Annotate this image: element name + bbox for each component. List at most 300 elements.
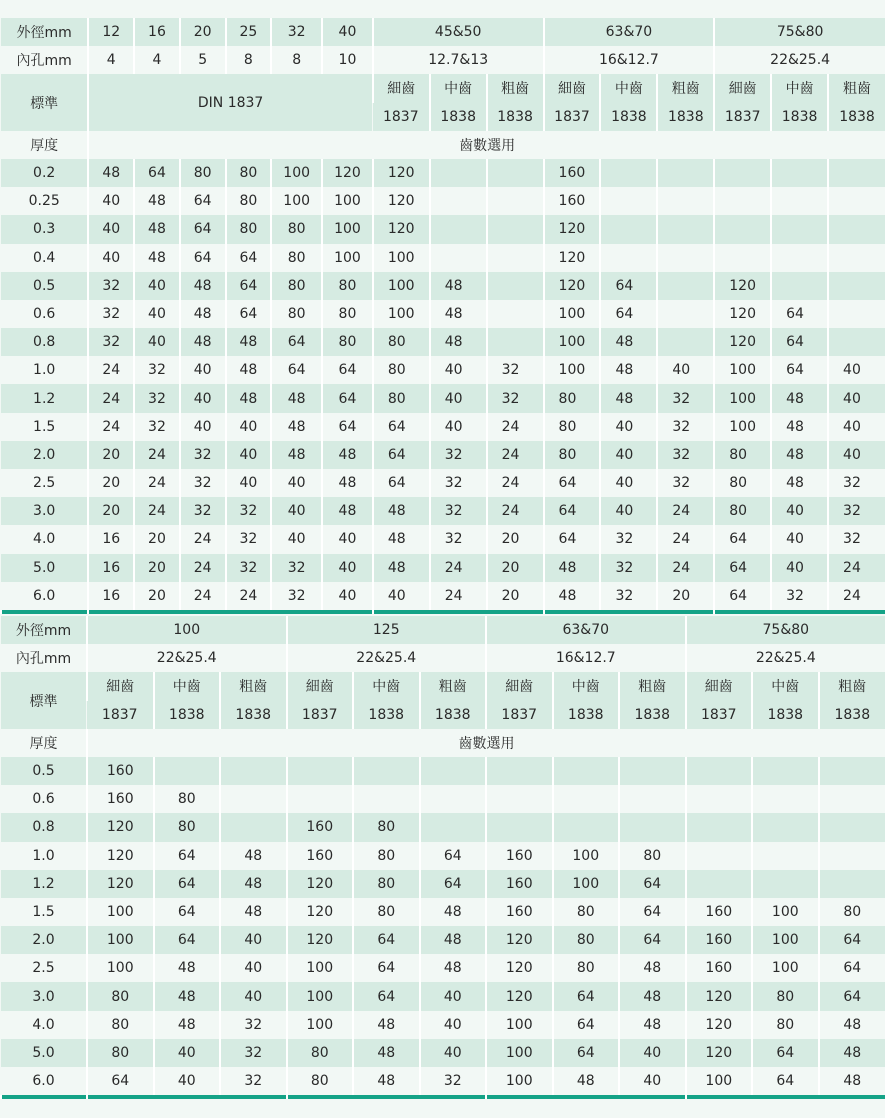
teeth-count: 48 (420, 954, 487, 982)
teeth-count: 64 (271, 328, 322, 356)
thickness-value: 0.5 (1, 757, 87, 785)
teeth-count: 48 (134, 187, 180, 215)
teeth-count: 48 (220, 898, 287, 926)
thickness-value: 0.8 (1, 328, 88, 356)
teeth-count: 20 (657, 582, 714, 610)
teeth-count (619, 757, 686, 785)
teeth-count (819, 842, 885, 870)
teeth-code: 1838 (353, 701, 420, 729)
od-value: 20 (180, 18, 226, 46)
teeth-count: 64 (752, 1067, 819, 1095)
teeth-count: 100 (752, 954, 819, 982)
teeth-count: 64 (226, 272, 272, 300)
teeth-code: 1838 (828, 103, 885, 131)
teeth-count: 100 (714, 356, 771, 384)
teeth-count: 40 (420, 982, 487, 1010)
thickness-value: 0.4 (1, 244, 88, 272)
teeth-count (828, 244, 885, 272)
od-value: 75&80 (714, 18, 885, 46)
band-segment (88, 610, 372, 614)
teeth-type: 細齒 (544, 74, 601, 102)
teeth-code: 1837 (544, 103, 601, 131)
teeth-count: 160 (87, 785, 154, 813)
teeth-count: 48 (154, 1011, 221, 1039)
teeth-count: 100 (322, 244, 373, 272)
teeth-count: 20 (88, 441, 134, 469)
table-row (1, 46, 885, 74)
teeth-count: 120 (87, 842, 154, 870)
teeth-count (828, 187, 885, 215)
teeth-count: 64 (373, 441, 430, 469)
teeth-count: 160 (87, 757, 154, 785)
table-row (1, 870, 885, 898)
thickness-value: 5.0 (1, 1039, 87, 1067)
teeth-count: 80 (154, 813, 221, 841)
od-value: 63&70 (486, 616, 686, 644)
teeth-count: 64 (373, 413, 430, 441)
teeth-count: 32 (88, 300, 134, 328)
teeth-count: 40 (373, 582, 430, 610)
teeth-count: 32 (134, 356, 180, 384)
teeth-count: 32 (600, 554, 657, 582)
teeth-count (714, 187, 771, 215)
thickness-value: 5.0 (1, 554, 88, 582)
teeth-count: 120 (373, 187, 430, 215)
teeth-count: 48 (154, 954, 221, 982)
teeth-count: 64 (322, 384, 373, 412)
table-row (1, 616, 885, 644)
band-segment (1, 1095, 87, 1099)
teeth-count (220, 757, 287, 785)
teeth-count: 32 (220, 1011, 287, 1039)
teeth-count: 48 (154, 982, 221, 1010)
teeth-count: 80 (87, 1039, 154, 1067)
teeth-count (657, 159, 714, 187)
teeth-count: 64 (819, 926, 885, 954)
teeth-count: 32 (600, 582, 657, 610)
teeth-count: 48 (420, 926, 487, 954)
teeth-count: 32 (828, 469, 885, 497)
table-row (1, 18, 885, 46)
teeth-count (430, 187, 487, 215)
teeth-count: 80 (87, 982, 154, 1010)
band-segment (1, 610, 88, 614)
teeth-count: 80 (271, 300, 322, 328)
teeth-count: 48 (271, 413, 322, 441)
teeth-count: 48 (430, 328, 487, 356)
teeth-count (771, 159, 828, 187)
teeth-count: 100 (544, 328, 601, 356)
teeth-count: 64 (619, 898, 686, 926)
teeth-count: 64 (553, 1039, 620, 1067)
teeth-select-label: 齒數選用 (87, 729, 885, 757)
teeth-count: 160 (544, 187, 601, 215)
teeth-code: 1838 (619, 701, 686, 729)
band-segment (287, 1095, 487, 1099)
teeth-count: 120 (486, 982, 553, 1010)
teeth-count: 80 (544, 384, 601, 412)
teeth-count: 32 (430, 441, 487, 469)
teeth-count: 48 (819, 1067, 885, 1095)
teeth-count: 48 (819, 1011, 885, 1039)
teeth-count: 80 (226, 159, 272, 187)
teeth-count: 48 (226, 328, 272, 356)
standard-label: 標準 (1, 672, 87, 728)
teeth-count: 64 (353, 982, 420, 1010)
teeth-count (420, 813, 487, 841)
teeth-count (771, 215, 828, 243)
teeth-count (752, 842, 819, 870)
teeth-code: 1838 (430, 103, 487, 131)
teeth-count: 100 (544, 356, 601, 384)
table-row (1, 582, 885, 610)
teeth-count: 80 (553, 926, 620, 954)
teeth-count: 80 (271, 215, 322, 243)
bore-value: 8 (271, 46, 322, 74)
teeth-count (487, 159, 544, 187)
teeth-count: 32 (180, 497, 226, 525)
teeth-count: 32 (134, 384, 180, 412)
table-row (1, 554, 885, 582)
teeth-count: 32 (271, 582, 322, 610)
teeth-count (553, 757, 620, 785)
teeth-count: 40 (600, 497, 657, 525)
teeth-type: 粗齒 (420, 672, 487, 700)
table-row (1, 982, 885, 1010)
teeth-count: 48 (619, 1011, 686, 1039)
teeth-count: 80 (226, 187, 272, 215)
teeth-count: 20 (88, 497, 134, 525)
table-row (1, 300, 885, 328)
table-row (1, 926, 885, 954)
teeth-count: 48 (226, 356, 272, 384)
teeth-count: 120 (373, 215, 430, 243)
teeth-count (619, 785, 686, 813)
teeth-count: 80 (553, 954, 620, 982)
teeth-count: 24 (430, 582, 487, 610)
od-value: 12 (88, 18, 134, 46)
teeth-count: 48 (619, 954, 686, 982)
teeth-count: 48 (819, 1039, 885, 1067)
teeth-type: 中齒 (752, 672, 819, 700)
teeth-count: 40 (220, 954, 287, 982)
teeth-count (686, 757, 753, 785)
thickness-value: 1.2 (1, 384, 88, 412)
teeth-count: 40 (180, 413, 226, 441)
teeth-count: 64 (87, 1067, 154, 1095)
teeth-count: 48 (430, 300, 487, 328)
thickness-value: 2.5 (1, 954, 87, 982)
teeth-count: 24 (487, 441, 544, 469)
teeth-count: 24 (828, 554, 885, 582)
teeth-count: 24 (657, 497, 714, 525)
teeth-count: 80 (373, 356, 430, 384)
teeth-count: 80 (553, 898, 620, 926)
teeth-type: 粗齒 (828, 74, 885, 102)
teeth-count: 120 (287, 870, 354, 898)
teeth-count: 120 (714, 272, 771, 300)
teeth-count: 48 (353, 1011, 420, 1039)
teeth-count: 100 (752, 926, 819, 954)
table-row (1, 729, 885, 757)
table-row (1, 1039, 885, 1067)
teeth-count: 32 (420, 1067, 487, 1095)
teeth-count: 100 (87, 898, 154, 926)
teeth-count: 120 (544, 272, 601, 300)
teeth-type: 中齒 (430, 74, 487, 102)
standard-din: DIN 1837 (88, 74, 372, 130)
table-row (1, 610, 885, 614)
teeth-count: 80 (271, 244, 322, 272)
thickness-value: 6.0 (1, 1067, 87, 1095)
teeth-count: 80 (353, 898, 420, 926)
od-value: 16 (134, 18, 180, 46)
teeth-count: 40 (771, 497, 828, 525)
teeth-count: 80 (353, 870, 420, 898)
table-row (1, 384, 885, 412)
teeth-count: 32 (487, 384, 544, 412)
teeth-count (287, 757, 354, 785)
teeth-count: 64 (619, 870, 686, 898)
teeth-count: 32 (220, 1067, 287, 1095)
teeth-count: 64 (154, 870, 221, 898)
thickness-value: 1.0 (1, 356, 88, 384)
table-row (1, 131, 885, 159)
teeth-count: 40 (88, 215, 134, 243)
teeth-count: 80 (353, 842, 420, 870)
thickness-value: 0.5 (1, 272, 88, 300)
od-value: 100 (87, 616, 287, 644)
table-row (1, 469, 885, 497)
teeth-count: 32 (88, 272, 134, 300)
teeth-count: 64 (180, 187, 226, 215)
table-row (1, 1067, 885, 1095)
teeth-count: 80 (714, 441, 771, 469)
teeth-count: 48 (373, 525, 430, 553)
table-row (1, 525, 885, 553)
teeth-type: 中齒 (600, 74, 657, 102)
teeth-count: 48 (134, 215, 180, 243)
teeth-count: 80 (322, 300, 373, 328)
teeth-count: 32 (180, 469, 226, 497)
teeth-count: 80 (373, 328, 430, 356)
teeth-count: 40 (226, 441, 272, 469)
teeth-count: 64 (714, 525, 771, 553)
teeth-count: 32 (657, 384, 714, 412)
teeth-count (771, 244, 828, 272)
teeth-count (430, 159, 487, 187)
teeth-count: 24 (180, 554, 226, 582)
table-row (1, 757, 885, 785)
teeth-count: 20 (134, 554, 180, 582)
teeth-count: 120 (486, 926, 553, 954)
teeth-count: 64 (322, 413, 373, 441)
teeth-count: 100 (87, 926, 154, 954)
teeth-count: 40 (180, 384, 226, 412)
teeth-count (553, 785, 620, 813)
teeth-count: 64 (553, 982, 620, 1010)
teeth-count: 32 (134, 413, 180, 441)
teeth-count: 40 (771, 554, 828, 582)
teeth-count: 80 (180, 159, 226, 187)
teeth-count (686, 785, 753, 813)
teeth-count (752, 813, 819, 841)
teeth-count: 120 (686, 1039, 753, 1067)
thickness-value: 0.8 (1, 813, 87, 841)
teeth-count: 32 (657, 413, 714, 441)
teeth-count (353, 757, 420, 785)
od-value: 45&50 (373, 18, 544, 46)
teeth-count (657, 215, 714, 243)
teeth-count: 40 (600, 469, 657, 497)
teeth-count (686, 870, 753, 898)
teeth-count: 64 (819, 982, 885, 1010)
teeth-count: 48 (420, 898, 487, 926)
teeth-count: 80 (752, 982, 819, 1010)
teeth-select-label: 齒數選用 (88, 131, 885, 159)
teeth-count: 48 (544, 582, 601, 610)
band-segment (686, 1095, 885, 1099)
teeth-count: 120 (714, 300, 771, 328)
teeth-count: 40 (657, 356, 714, 384)
teeth-code: 1837 (373, 103, 430, 131)
od-value: 40 (322, 18, 373, 46)
teeth-count (487, 328, 544, 356)
table-row (1, 441, 885, 469)
teeth-count: 48 (600, 384, 657, 412)
thickness-value: 0.3 (1, 215, 88, 243)
thickness-value: 0.2 (1, 159, 88, 187)
teeth-count: 64 (714, 582, 771, 610)
teeth-count: 20 (134, 525, 180, 553)
teeth-count: 32 (487, 356, 544, 384)
teeth-count: 64 (420, 870, 487, 898)
teeth-code: 1838 (553, 701, 620, 729)
bore-value: 4 (88, 46, 134, 74)
table-row (1, 356, 885, 384)
teeth-count: 64 (619, 926, 686, 954)
teeth-count: 100 (544, 300, 601, 328)
teeth-count: 24 (88, 356, 134, 384)
teeth-count: 100 (287, 982, 354, 1010)
teeth-count: 48 (322, 469, 373, 497)
teeth-count (657, 300, 714, 328)
teeth-count: 48 (553, 1067, 620, 1095)
teeth-count: 100 (373, 244, 430, 272)
teeth-count (353, 785, 420, 813)
teeth-count: 48 (134, 244, 180, 272)
teeth-count: 80 (154, 785, 221, 813)
thickness-value: 3.0 (1, 982, 87, 1010)
teeth-count: 80 (714, 469, 771, 497)
bore-value: 22&25.4 (686, 644, 885, 672)
teeth-count: 100 (322, 215, 373, 243)
teeth-count: 100 (373, 272, 430, 300)
teeth-count: 40 (828, 384, 885, 412)
teeth-count: 48 (771, 384, 828, 412)
thickness-value: 1.0 (1, 842, 87, 870)
table-row (1, 701, 885, 729)
teeth-count: 64 (373, 469, 430, 497)
teeth-count: 40 (154, 1039, 221, 1067)
thickness-value: 1.5 (1, 898, 87, 926)
bore-label: 內孔mm (1, 46, 88, 74)
teeth-count (819, 757, 885, 785)
teeth-count: 64 (134, 159, 180, 187)
teeth-count: 40 (619, 1039, 686, 1067)
teeth-count (220, 813, 287, 841)
teeth-count: 48 (322, 497, 373, 525)
thickness-value: 1.5 (1, 413, 88, 441)
band-segment (486, 1095, 686, 1099)
teeth-count: 80 (544, 413, 601, 441)
teeth-count: 48 (220, 842, 287, 870)
teeth-type: 粗齒 (819, 672, 885, 700)
table-row (1, 954, 885, 982)
table-row (1, 215, 885, 243)
teeth-count: 40 (271, 497, 322, 525)
od-value: 75&80 (686, 616, 885, 644)
teeth-count: 120 (322, 159, 373, 187)
teeth-count: 24 (88, 413, 134, 441)
teeth-count: 80 (714, 497, 771, 525)
teeth-type: 中齒 (154, 672, 221, 700)
teeth-count: 24 (88, 384, 134, 412)
bore-value: 10 (322, 46, 373, 74)
teeth-count: 24 (657, 525, 714, 553)
teeth-count: 120 (486, 954, 553, 982)
teeth-count: 32 (430, 497, 487, 525)
teeth-count (752, 757, 819, 785)
teeth-count (287, 785, 354, 813)
teeth-count: 32 (600, 525, 657, 553)
teeth-count: 20 (487, 554, 544, 582)
teeth-count: 160 (287, 813, 354, 841)
teeth-type: 中齒 (771, 74, 828, 102)
teeth-count: 40 (220, 982, 287, 1010)
teeth-count (771, 272, 828, 300)
teeth-count: 64 (154, 842, 221, 870)
teeth-count (657, 187, 714, 215)
thickness-value: 3.0 (1, 497, 88, 525)
teeth-count: 48 (353, 1067, 420, 1095)
od-label: 外徑mm (1, 616, 87, 644)
teeth-count: 32 (657, 469, 714, 497)
teeth-count: 48 (271, 441, 322, 469)
teeth-count: 40 (134, 300, 180, 328)
thickness-value: 6.0 (1, 582, 88, 610)
teeth-count: 32 (657, 441, 714, 469)
teeth-code: 1837 (686, 701, 753, 729)
teeth-count: 80 (373, 384, 430, 412)
teeth-count (657, 272, 714, 300)
teeth-count: 40 (430, 413, 487, 441)
teeth-count: 100 (287, 954, 354, 982)
teeth-count: 40 (322, 582, 373, 610)
teeth-count: 24 (180, 582, 226, 610)
teeth-count: 24 (487, 469, 544, 497)
teeth-count: 20 (487, 525, 544, 553)
teeth-count: 64 (819, 954, 885, 982)
teeth-count: 24 (134, 497, 180, 525)
teeth-count: 40 (322, 554, 373, 582)
teeth-count: 120 (714, 328, 771, 356)
teeth-count: 40 (828, 413, 885, 441)
teeth-count: 40 (430, 384, 487, 412)
teeth-count: 120 (544, 244, 601, 272)
teeth-count: 40 (619, 1067, 686, 1095)
teeth-code: 1838 (657, 103, 714, 131)
